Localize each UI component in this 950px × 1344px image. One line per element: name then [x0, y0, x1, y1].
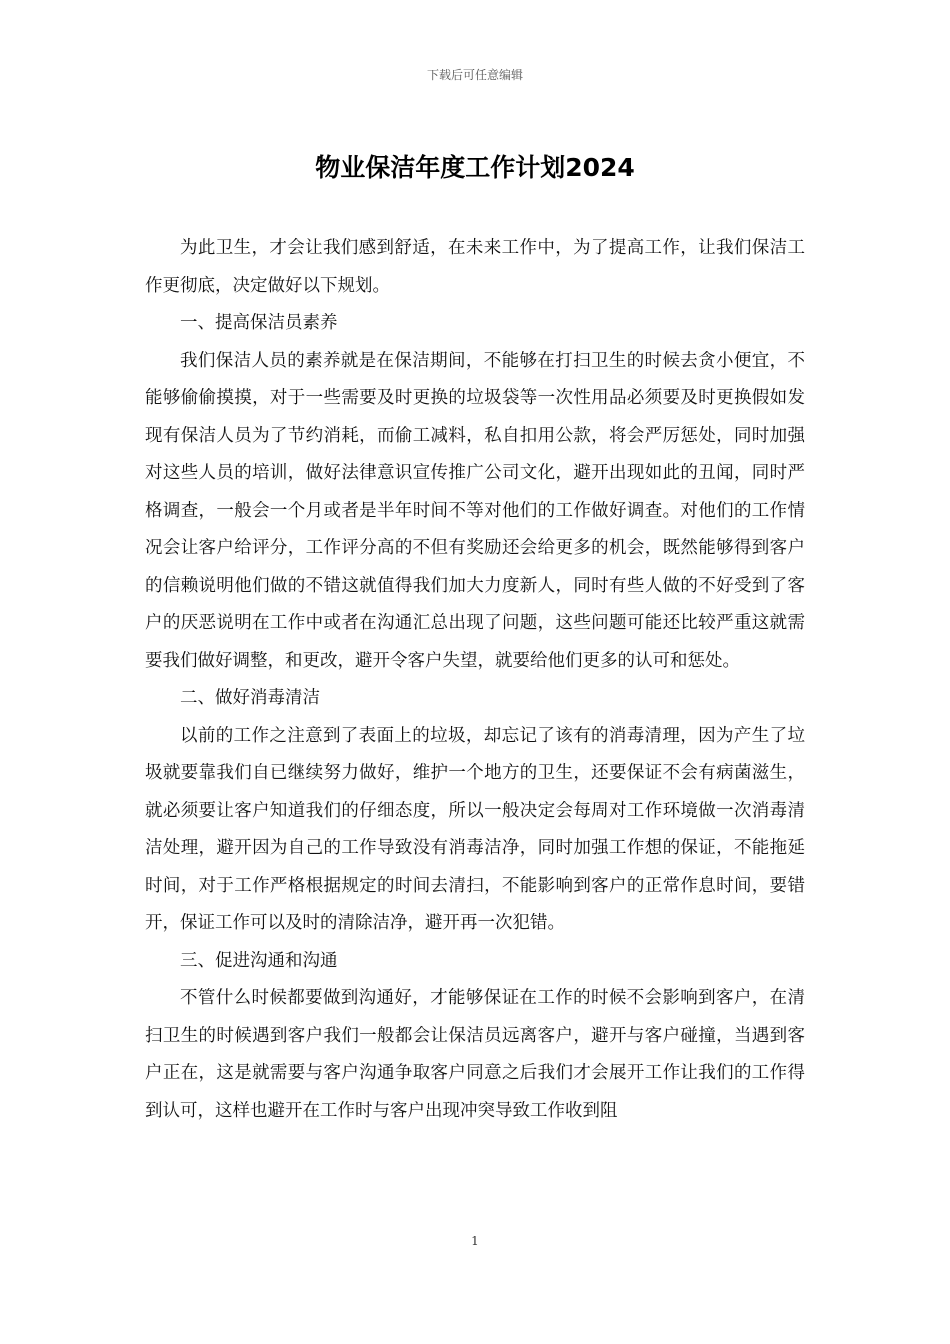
section-paragraph-2: 以前的工作之注意到了表面上的垃圾，却忘记了该有的消毒清理，因为产生了垃圾就要靠我们自已继续努力做好，维护一个地方的卫生，还要保证不会有病菌滋生，就必须要让客户知道我们的仔细态度，所以一般决定会每周对工作环境做一次消毒清洁处理，避开因为自己的工作导致没有消毒洁净，同时加强工作想的保证，不能拖延时间，对于工作严格根据规定的时间去清扫，不能影响到客户的正常作息时间，要错开，保证工作可以及时的清除洁净，避开再一次犯错。 — [145, 725, 805, 933]
page-number: 1 — [471, 1234, 479, 1248]
intro-paragraph: 为此卫生，才会让我们感到舒适，在未来工作中，为了提高工作，让我们保洁工作更彻底，决定做好以下规划。 — [145, 238, 805, 296]
section-heading-1: 一、提高保洁员素养 — [180, 313, 338, 333]
document-body — [145, 230, 805, 1130]
section-heading-2: 二、做好消毒清洁 — [180, 688, 320, 708]
section-paragraph-1: 我们保洁人员的素养就是在保洁期间，不能够在打扫卫生的时候去贪小便宜，不能够偷偷摸摸，对于一些需要及时更换的垃圾袋等一次性用品必须要及时更换假如发现有保洁人员为了节约消耗，而偷工减料，私自扣用公款，将会严厉惩处，同时加强对这些人员的培训，做好法律意识宣传推广公司文化，避开出现如此的丑闻，同时严格调查，一般会一个月或者是半年时间不等对他们的工作做好调查。对他们的工作情况会让客户给评分，工作评分高的不但有奖励还会给更多的机会，既然能够得到客户的信赖说明他们做的不错这就值得我们加大力度新人，同时有些人做的不好受到了客户的厌恶说明在工作中或者在沟通汇总出现了问题，这些问题可能还比较严重这就需要我们做好调整，和更改，避开令客户失望，就要给他们更多的认可和惩处。 — [145, 350, 805, 671]
page-title: 物业保洁年度工作计划2024 — [315, 153, 635, 182]
section-heading-3: 三、促进沟通和沟通 — [180, 950, 338, 971]
header-note: 下载后可任意编辑 — [426, 68, 523, 82]
section-paragraph-3: 不管什么时候都要做到沟通好，才能够保证在工作的时候不会影响到客户，在清扫卫生的时候遇到客户我们一般都会让保洁员远离客户，避开与客户碰撞，当遇到客户正在，这是就需要与客户沟通争取客户同意之后我们才会展开工作让我们的工作得到认可，这样也避开在工作时与客户出现冲突导致工作收到阻 — [145, 988, 805, 1121]
